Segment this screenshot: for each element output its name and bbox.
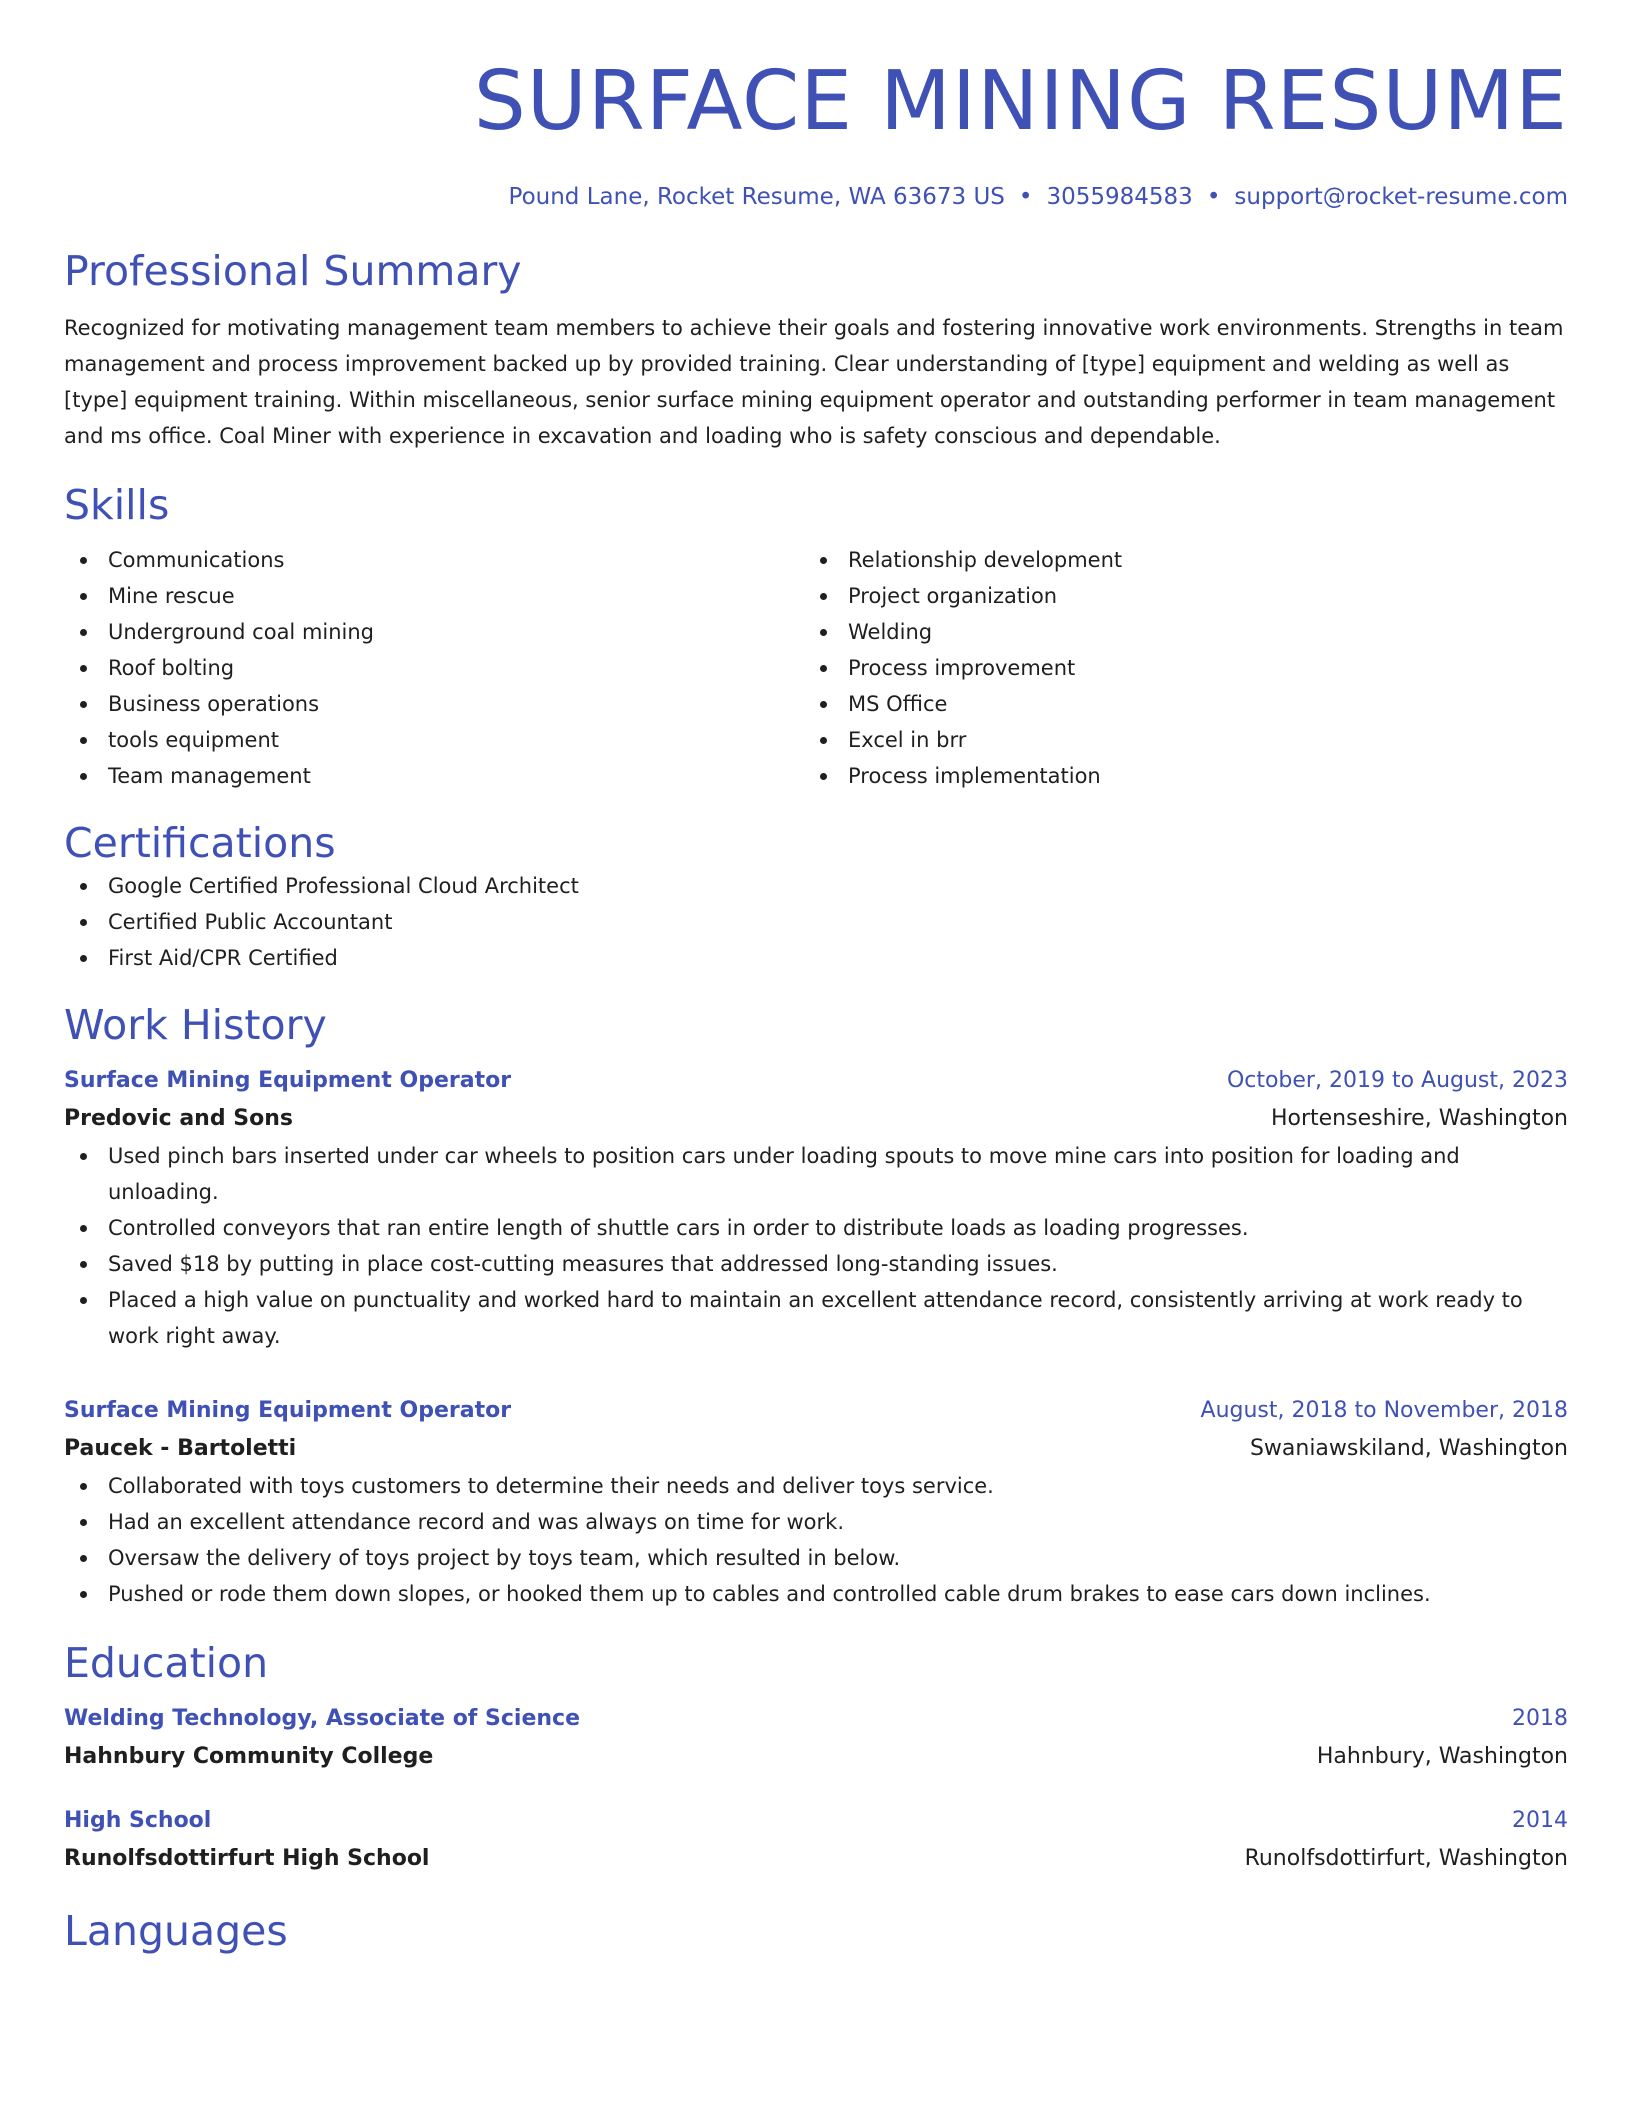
job-company: Paucek - Bartoletti [64,1436,297,1461]
summary-text: Recognized for motivating management team members to achieve their goals and fostering innovative work environments. Strengths in team management and process improvement backed up by provided training. Clear understanding of [type] equipment and welding as well as [type] equipment training. Within miscellaneous, senior surface mining equipment operator and outstanding performer in team management and ms office. Coal Miner with experience in excavation and loading who is safety conscious and dependable. [64,316,1564,448]
job-role: Surface Mining Equipment Operator [64,1068,512,1093]
skills-list-left [64,542,804,794]
languages-section [64,1906,1568,1956]
education-section [64,1638,1568,1878]
skills-columns [64,542,1568,794]
education-entry [64,1700,1568,1776]
contact-separator: • [1206,184,1221,210]
contact-email: support@rocket-resume.com [1234,184,1568,210]
job-bullet: Used pinch bars inserted under car wheels to position cars under loading spouts to move mine cars into position for loading and unloading. [64,1138,1568,1210]
job-role: Surface Mining Equipment Operator [64,1398,512,1423]
job-bullet: Pushed or rode them down slopes, or hooked them up to cables and controlled cable drum brakes to ease cars down inclines. [64,1576,1568,1612]
skill-item: Communications [64,542,804,578]
education-school-row [64,1840,1568,1878]
skill-item: Process implementation [804,758,1544,794]
section-title-certifications: Certifications [64,819,336,867]
job-dates: August, 2018 to November, 2018 [1200,1398,1568,1423]
education-school: Runolfsdottirfurt High School [64,1846,430,1871]
job-bullet: Controlled conveyors that ran entire length of shuttle cars in order to distribute loads as loading progresses. [64,1210,1568,1246]
skill-item: Mine rescue [64,578,804,614]
skill-item: Excel in brr [804,722,1544,758]
job-header-row [64,1062,1568,1100]
job-bullet: Saved $18 by putting in place cost-cutting measures that addressed long-standing issues. [64,1246,1568,1282]
job-bullet: Oversaw the delivery of toys project by toys team, which resulted in below. [64,1540,1568,1576]
section-title-work-history: Work History [64,1001,327,1049]
section-title-languages: Languages [64,1907,288,1955]
education-school: Hahnbury Community College [64,1744,434,1769]
contact-separator: • [1018,184,1033,210]
job-dates: October, 2019 to August, 2023 [1226,1068,1568,1093]
skill-item: Roof bolting [64,650,804,686]
skill-item: Underground coal mining [64,614,804,650]
job-bullet: Placed a high value on punctuality and worked hard to maintain an excellent attendance record, consistently arriving at work ready to work right away. [64,1282,1568,1354]
job-entry [64,1392,1568,1612]
contact-address: Pound Lane, Rocket Resume, WA 63673 US [508,184,1005,210]
certifications-list [64,868,1568,976]
education-year: 2014 [1512,1808,1568,1833]
certification-item: First Aid/CPR Certified [64,940,1568,976]
certifications-section [64,818,1568,976]
job-company: Predovic and Sons [64,1106,293,1131]
skill-item: Relationship development [804,542,1544,578]
section-title-skills: Skills [64,481,170,529]
section-title-summary: Professional Summary [64,247,522,295]
skill-item: Project organization [804,578,1544,614]
job-header-row [64,1392,1568,1430]
certification-item: Google Certified Professional Cloud Architect [64,868,1568,904]
job-location: Hortenseshire, Washington [1270,1106,1568,1131]
skills-section [64,480,1568,794]
job-bullet: Collaborated with toys customers to determine their needs and deliver toys service. [64,1468,1568,1504]
education-degree: Welding Technology, Associate of Science [64,1706,581,1731]
job-bullets [64,1138,1568,1354]
skill-item: Welding [804,614,1544,650]
skill-item: MS Office [804,686,1544,722]
skill-item: Business operations [64,686,804,722]
education-degree: High School [64,1808,212,1833]
work-history-section [64,1000,1568,1612]
education-location: Hahnbury, Washington [1316,1744,1568,1769]
job-company-row [64,1100,1568,1138]
contact-phone: 3055984583 [1046,184,1193,210]
resume-title: SURFACE MINING RESUME [473,54,1568,149]
education-year: 2018 [1512,1706,1568,1731]
job-bullets [64,1468,1568,1612]
job-location: Swaniawskiland, Washington [1249,1436,1568,1461]
resume-header [64,54,1568,212]
summary-section [64,246,1568,454]
job-company-row [64,1430,1568,1468]
education-entry [64,1802,1568,1878]
job-entry [64,1062,1568,1354]
skill-item: tools equipment [64,722,804,758]
skills-list-right [804,542,1544,794]
job-bullet: Had an excellent attendance record and was always on time for work. [64,1504,1568,1540]
education-location: Runolfsdottirfurt, Washington [1244,1846,1568,1871]
education-header-row [64,1802,1568,1840]
certification-item: Certified Public Accountant [64,904,1568,940]
section-title-education: Education [64,1639,269,1687]
skill-item: Process improvement [804,650,1544,686]
education-school-row [64,1738,1568,1776]
education-header-row [64,1700,1568,1738]
skill-item: Team management [64,758,804,794]
contact-line [64,182,1568,212]
